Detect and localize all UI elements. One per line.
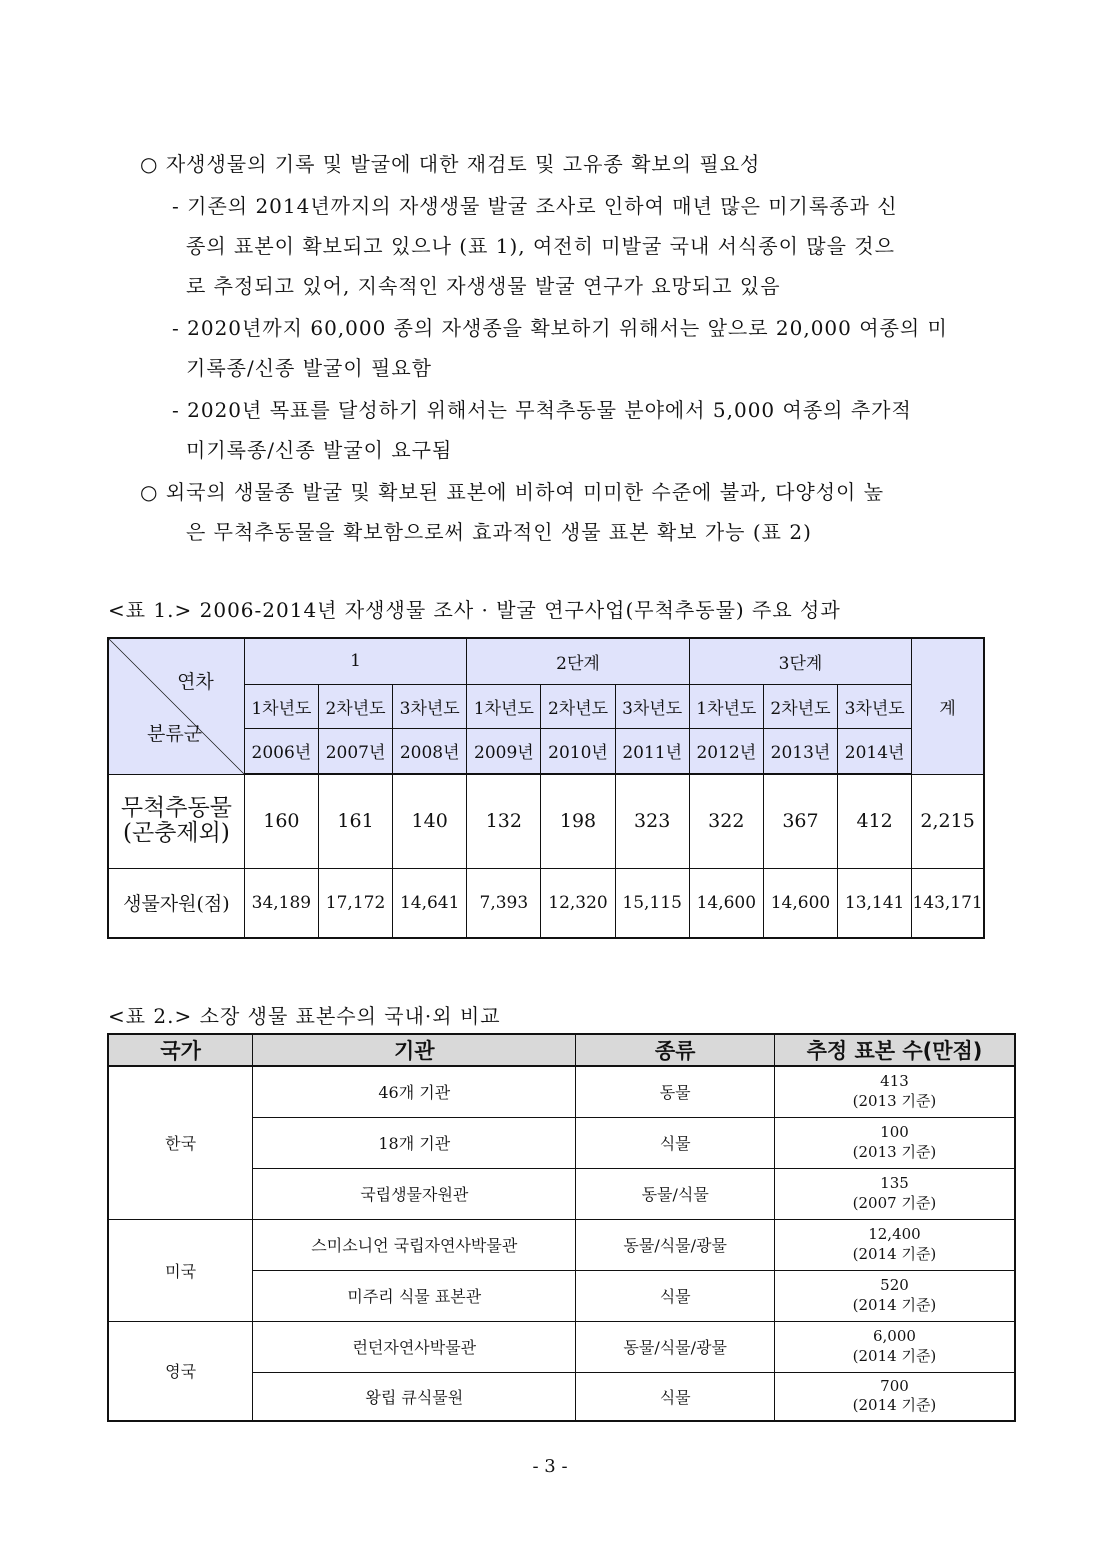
estimate-basis: (2014 기준)	[852, 1295, 937, 1314]
bullet-continuation: 기록종/신종 발굴이 필요함	[186, 356, 432, 380]
table-row	[108, 868, 984, 938]
row-label-line2: (곤충제외)	[122, 820, 230, 846]
value-cell: 161	[318, 774, 392, 868]
year-header: 2007년	[318, 728, 392, 774]
value-cell: 14,600	[689, 868, 763, 938]
type-cell: 동물	[576, 1066, 775, 1117]
institution-cell: 미주리 식물 표본관	[253, 1270, 576, 1321]
year-header: 2009년	[467, 728, 541, 774]
bullet-text: 외국의 생물종 발굴 및 확보된 표본에 비하여 미미한 수준에 불과, 다양성이 높	[165, 480, 885, 504]
estimate-count: 135	[880, 1174, 909, 1192]
year-order-header: 2차년도	[541, 684, 615, 728]
bullet-dash: - 2020년 목표를 달성하기 위해서는 무척추동물 분야에서 5,000 여종의 추가적	[172, 398, 912, 422]
estimate-cell	[774, 1117, 1015, 1168]
value-cell: 34,189	[244, 868, 318, 938]
estimate-count: 6,000	[873, 1327, 916, 1345]
year-header: 2008년	[393, 728, 467, 774]
phase-header: 3단계	[689, 638, 911, 684]
institution-cell: 스미소니언 국립자연사박물관	[253, 1219, 576, 1270]
year-header: 2013년	[763, 728, 837, 774]
year-header: 2011년	[615, 728, 689, 774]
institution-cell: 46개 기관	[253, 1066, 576, 1117]
value-cell: 17,172	[318, 868, 392, 938]
institution-cell: 왕립 큐식물원	[253, 1372, 576, 1421]
value-cell: 132	[467, 774, 541, 868]
estimate-basis: (2007 기준)	[852, 1193, 937, 1212]
bullet-dash: - 기존의 2014년까지의 자생생물 발굴 조사로 인하여 매년 많은 미기록종과 신	[172, 194, 898, 218]
bullet-text: 2020년까지 60,000 종의 자생종을 확보하기 위해서는 앞으로 20,000 여종의 미	[187, 316, 948, 340]
table-row	[108, 1219, 1015, 1270]
table1	[107, 637, 985, 939]
estimate-cell	[774, 1270, 1015, 1321]
type-cell: 동물/식물/광물	[576, 1321, 775, 1372]
row-label-line1: 무척추동물	[120, 794, 232, 821]
year-order-header: 1차년도	[689, 684, 763, 728]
header-estimated-count: 추정 표본 수(만점)	[774, 1034, 1015, 1066]
year-order-header: 1차년도	[244, 684, 318, 728]
estimate-cell	[774, 1219, 1015, 1270]
estimate-count: 100	[880, 1123, 909, 1141]
table1-corner-cell	[108, 638, 244, 774]
value-cell: 14,641	[393, 868, 467, 938]
institution-cell: 18개 기관	[253, 1117, 576, 1168]
bullet-dash: - 2020년까지 60,000 종의 자생종을 확보하기 위해서는 앞으로 20,000 여종의 미	[172, 316, 948, 340]
bullet-text: 자생생물의 기록 및 발굴에 대한 재검토 및 고유종 확보의 필요성	[165, 152, 761, 176]
corner-top-label: 연차	[177, 671, 214, 693]
estimate-cell	[774, 1372, 1015, 1421]
country-cell: 한국	[108, 1066, 253, 1219]
year-order-header: 2차년도	[318, 684, 392, 728]
total-header: 계	[912, 638, 984, 774]
table-row	[108, 1066, 1015, 1117]
value-cell: 13,141	[838, 868, 912, 938]
estimate-basis: (2014 기준)	[852, 1244, 937, 1263]
corner-bottom-label: 분류군	[147, 722, 203, 745]
estimate-basis: (2013 기준)	[852, 1091, 937, 1110]
bullet-continuation: 로 추정되고 있어, 지속적인 자생생물 발굴 연구가 요망되고 있음	[186, 274, 781, 298]
type-cell: 식물	[576, 1117, 775, 1168]
header-institution: 기관	[253, 1034, 576, 1066]
total-cell: 2,215	[912, 774, 984, 868]
value-cell: 198	[541, 774, 615, 868]
row-label: 생물자원(점)	[108, 868, 244, 938]
row-label	[108, 774, 244, 868]
value-cell: 15,115	[615, 868, 689, 938]
estimate-count: 413	[880, 1072, 909, 1091]
institution-cell: 런던자연사박물관	[253, 1321, 576, 1372]
estimate-cell	[774, 1321, 1015, 1372]
estimate-count: 700	[880, 1376, 909, 1395]
header-type: 종류	[576, 1034, 775, 1066]
header-country: 국가	[108, 1034, 253, 1066]
year-header: 2014년	[838, 728, 912, 774]
estimate-basis: (2013 기준)	[852, 1142, 937, 1161]
phase-header: 1	[244, 638, 466, 684]
year-header: 2010년	[541, 728, 615, 774]
value-cell: 160	[244, 774, 318, 868]
year-order-header: 1차년도	[467, 684, 541, 728]
bullet-text: 2020년 목표를 달성하기 위해서는 무척추동물 분야에서 5,000 여종의 추가적	[187, 398, 912, 422]
value-cell: 12,320	[541, 868, 615, 938]
value-cell: 323	[615, 774, 689, 868]
institution-cell: 국립생물자원관	[253, 1168, 576, 1219]
year-header: 2006년	[244, 728, 318, 774]
table2	[107, 1033, 1016, 1422]
year-header: 2012년	[689, 728, 763, 774]
year-order-header: 3차년도	[838, 684, 912, 728]
year-order-header: 3차년도	[393, 684, 467, 728]
table2-caption: <표 2.> 소장 생물 표본수의 국내·외 비교	[108, 1004, 501, 1028]
year-order-header: 3차년도	[615, 684, 689, 728]
table1-caption: <표 1.> 2006-2014년 자생생물 조사 · 발굴 연구사업(무척추동물) 주요 성과	[108, 598, 841, 622]
bullet-text: 기존의 2014년까지의 자생생물 발굴 조사로 인하여 매년 많은 미기록종과 신	[187, 194, 898, 218]
bullet-continuation: 종의 표본이 확보되고 있으나 (표 1), 여전히 미발굴 국내 서식종이 많을 것으	[186, 234, 895, 258]
bullet-circle: ○ 외국의 생물종 발굴 및 확보된 표본에 비하여 미미한 수준에 불과, 다양성이 높	[140, 480, 885, 504]
page-number: - 3 -	[532, 1456, 568, 1477]
table-row	[108, 774, 984, 868]
bullet-circle: ○ 자생생물의 기록 및 발굴에 대한 재검토 및 고유종 확보의 필요성	[140, 152, 761, 176]
type-cell: 식물	[576, 1372, 775, 1421]
estimate-count: 12,400	[868, 1225, 921, 1243]
bullet-continuation: 은 무척추동물을 확보함으로써 효과적인 생물 표본 확보 가능 (표 2)	[186, 520, 812, 544]
type-cell: 동물/식물/광물	[576, 1219, 775, 1270]
value-cell: 322	[689, 774, 763, 868]
phase-header: 2단계	[467, 638, 689, 684]
estimate-count: 520	[880, 1276, 909, 1294]
estimate-basis: (2014 기준)	[852, 1396, 937, 1415]
year-order-header: 2차년도	[763, 684, 837, 728]
value-cell: 412	[838, 774, 912, 868]
estimate-cell	[774, 1066, 1015, 1117]
country-cell: 미국	[108, 1219, 253, 1321]
value-cell: 140	[393, 774, 467, 868]
value-cell: 14,600	[763, 868, 837, 938]
value-cell: 367	[763, 774, 837, 868]
country-cell: 영국	[108, 1321, 253, 1421]
estimate-cell	[774, 1168, 1015, 1219]
table-row	[108, 1321, 1015, 1372]
type-cell: 식물	[576, 1270, 775, 1321]
type-cell: 동물/식물	[576, 1168, 775, 1219]
bullet-continuation: 미기록종/신종 발굴이 요구됨	[186, 438, 453, 462]
estimate-basis: (2014 기준)	[852, 1346, 937, 1365]
total-cell: 143,171	[912, 868, 984, 938]
value-cell: 7,393	[467, 868, 541, 938]
